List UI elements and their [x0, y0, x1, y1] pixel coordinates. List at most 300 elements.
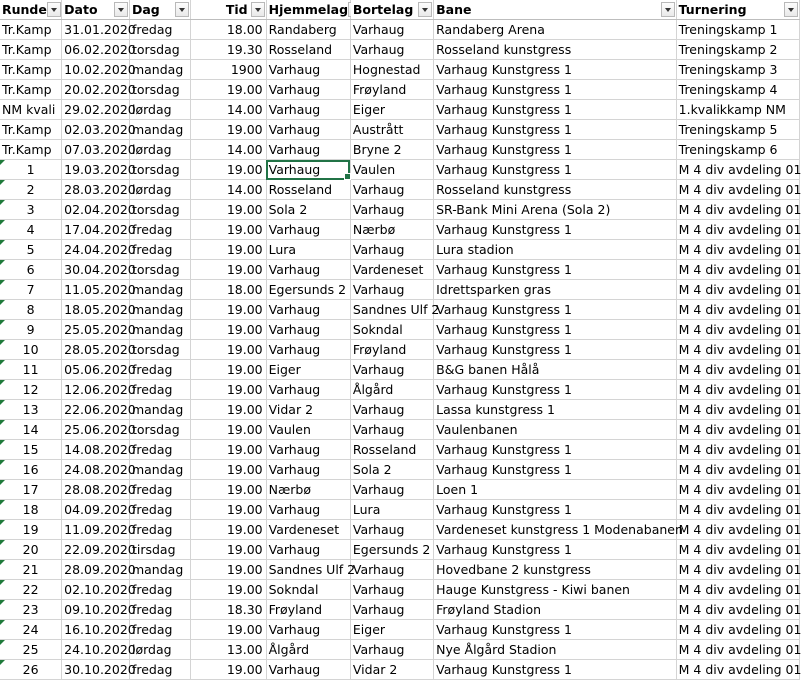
cell-hjemmelag[interactable]: Egersunds 2: [266, 280, 350, 300]
cell-tid[interactable]: 19.00: [190, 80, 266, 100]
cell-dag[interactable]: fredag: [129, 580, 190, 600]
cell-dato[interactable]: 24.04.2020: [62, 240, 130, 260]
cell-runde[interactable]: 15: [0, 440, 62, 460]
cell-tid[interactable]: 19.30: [190, 40, 266, 60]
cell-dag[interactable]: torsdag: [129, 200, 190, 220]
cell-bane[interactable]: Varhaug Kunstgress 1: [434, 500, 677, 520]
cell-turnering[interactable]: M 4 div avdeling 01: [676, 320, 799, 340]
cell-dato[interactable]: 14.08.2020: [62, 440, 130, 460]
cell-dato[interactable]: 11.05.2020: [62, 280, 130, 300]
error-indicator-icon: [0, 580, 5, 585]
cell-runde[interactable]: 12: [0, 380, 62, 400]
cell-tid[interactable]: 18.00: [190, 20, 266, 40]
filter-dropdown-icon[interactable]: [661, 2, 675, 17]
cell-hjemmelag[interactable]: Varhaug: [266, 160, 350, 180]
cell-hjemmelag[interactable]: Nærbø: [266, 480, 350, 500]
cell-turnering[interactable]: M 4 div avdeling 01: [676, 460, 799, 480]
cell-tid[interactable]: 19.00: [190, 520, 266, 540]
cell-dag[interactable]: torsdag: [129, 40, 190, 60]
table-row: [0, 520, 800, 540]
cell-dag[interactable]: fredag: [129, 520, 190, 540]
cell-tid[interactable]: 19.00: [190, 540, 266, 560]
cell-dato[interactable]: 11.09.2020: [62, 520, 130, 540]
cell-runde[interactable]: Tr.Kamp: [0, 120, 62, 140]
header-cell-bortelag[interactable]: [350, 0, 433, 20]
cell-tid[interactable]: 19.00: [190, 480, 266, 500]
cell-dag[interactable]: fredag: [129, 660, 190, 680]
cell-turnering[interactable]: Treningskamp 5: [676, 120, 799, 140]
cell-turnering[interactable]: Treningskamp 1: [676, 20, 799, 40]
cell-runde[interactable]: Tr.Kamp: [0, 20, 62, 40]
filter-dropdown-icon[interactable]: [251, 2, 265, 17]
filter-dropdown-icon[interactable]: [175, 2, 189, 17]
cell-runde[interactable]: 11: [0, 360, 62, 380]
cell-bortelag[interactable]: Sandnes Ulf 2: [350, 300, 433, 320]
cell-tid[interactable]: 19.00: [190, 440, 266, 460]
cell-bane[interactable]: B&G banen Hålå: [434, 360, 677, 380]
cell-hjemmelag[interactable]: Sandnes Ulf 2: [266, 560, 350, 580]
cell-dato[interactable]: 04.09.2020: [62, 500, 130, 520]
cell-bortelag[interactable]: Rosseland: [350, 440, 433, 460]
cell-runde[interactable]: Tr.Kamp: [0, 60, 62, 80]
cell-bane[interactable]: Varhaug Kunstgress 1: [434, 80, 677, 100]
cell-hjemmelag[interactable]: Varhaug: [266, 60, 350, 80]
cell-dato[interactable]: 18.05.2020: [62, 300, 130, 320]
cell-turnering[interactable]: M 4 div avdeling 01: [676, 160, 799, 180]
table-row: [0, 100, 800, 120]
header-label: Tid: [225, 2, 248, 17]
cell-bane[interactable]: Varhaug Kunstgress 1: [434, 340, 677, 360]
cell-runde[interactable]: 6: [0, 260, 62, 280]
cell-bortelag[interactable]: Hognestad: [350, 60, 433, 80]
cell-bortelag[interactable]: Varhaug: [350, 240, 433, 260]
cell-turnering[interactable]: M 4 div avdeling 01: [676, 260, 799, 280]
cell-bane[interactable]: Varhaug Kunstgress 1: [434, 440, 677, 460]
cell-turnering[interactable]: M 4 div avdeling 01: [676, 280, 799, 300]
cell-dato[interactable]: 30.10.2020: [62, 660, 130, 680]
cell-turnering[interactable]: Treningskamp 6: [676, 140, 799, 160]
cell-bortelag[interactable]: Varhaug: [350, 480, 433, 500]
cell-hjemmelag[interactable]: Varhaug: [266, 440, 350, 460]
cell-bane[interactable]: Varhaug Kunstgress 1: [434, 140, 677, 160]
cell-bortelag[interactable]: Frøyland: [350, 80, 433, 100]
cell-dato[interactable]: 20.02.2020: [62, 80, 130, 100]
cell-hjemmelag[interactable]: Varhaug: [266, 120, 350, 140]
cell-hjemmelag[interactable]: Vaulen: [266, 420, 350, 440]
error-indicator-icon: [0, 440, 5, 445]
cell-runde[interactable]: 24: [0, 620, 62, 640]
cell-runde[interactable]: 22: [0, 580, 62, 600]
cell-hjemmelag[interactable]: Frøyland: [266, 600, 350, 620]
cell-dato[interactable]: 02.03.2020: [62, 120, 130, 140]
cell-hjemmelag[interactable]: Varhaug: [266, 340, 350, 360]
cell-runde[interactable]: 17: [0, 480, 62, 500]
cell-runde[interactable]: 2: [0, 180, 62, 200]
cell-dag[interactable]: torsdag: [129, 80, 190, 100]
cell-dag[interactable]: fredag: [129, 620, 190, 640]
table-row: [0, 340, 800, 360]
cell-tid[interactable]: 19.00: [190, 240, 266, 260]
cell-turnering[interactable]: M 4 div avdeling 01: [676, 660, 799, 680]
cell-runde[interactable]: 8: [0, 300, 62, 320]
cell-runde[interactable]: 23: [0, 600, 62, 620]
cell-bortelag[interactable]: Bryne 2: [350, 140, 433, 160]
cell-bortelag[interactable]: Varhaug: [350, 40, 433, 60]
cell-bane[interactable]: Lura stadion: [434, 240, 677, 260]
cell-dag[interactable]: fredag: [129, 360, 190, 380]
cell-turnering[interactable]: M 4 div avdeling 01: [676, 480, 799, 500]
cell-bortelag[interactable]: Vaulen: [350, 160, 433, 180]
cell-turnering[interactable]: Treningskamp 2: [676, 40, 799, 60]
cell-tid[interactable]: 19.00: [190, 500, 266, 520]
cell-turnering[interactable]: M 4 div avdeling 01: [676, 220, 799, 240]
cell-dag[interactable]: mandag: [129, 300, 190, 320]
cell-tid[interactable]: 19.00: [190, 420, 266, 440]
cell-runde[interactable]: Tr.Kamp: [0, 140, 62, 160]
cell-hjemmelag[interactable]: Varhaug: [266, 320, 350, 340]
cell-dato[interactable]: 31.01.2020: [62, 20, 130, 40]
cell-bortelag[interactable]: Nærbø: [350, 220, 433, 240]
cell-dato[interactable]: 28.09.2020: [62, 560, 130, 580]
cell-dag[interactable]: torsdag: [129, 160, 190, 180]
error-indicator-icon: [0, 500, 5, 505]
cell-dato[interactable]: 19.03.2020: [62, 160, 130, 180]
cell-turnering[interactable]: M 4 div avdeling 01: [676, 420, 799, 440]
cell-bortelag[interactable]: Varhaug: [350, 600, 433, 620]
cell-hjemmelag[interactable]: Sola 2: [266, 200, 350, 220]
cell-dato[interactable]: 17.04.2020: [62, 220, 130, 240]
table-row: [0, 480, 800, 500]
cell-turnering[interactable]: 1.kvalikkamp NM: [676, 100, 799, 120]
cell-dato[interactable]: 06.02.2020: [62, 40, 130, 60]
cell-bane[interactable]: Varhaug Kunstgress 1: [434, 320, 677, 340]
cell-bane[interactable]: Varhaug Kunstgress 1: [434, 300, 677, 320]
cell-turnering[interactable]: M 4 div avdeling 01: [676, 500, 799, 520]
filter-dropdown-icon[interactable]: [784, 2, 798, 17]
cell-tid[interactable]: 18.30: [190, 600, 266, 620]
cell-hjemmelag[interactable]: Varhaug: [266, 260, 350, 280]
cell-runde[interactable]: 4: [0, 220, 62, 240]
cell-hjemmelag[interactable]: Varhaug: [266, 300, 350, 320]
cell-hjemmelag[interactable]: Lura: [266, 240, 350, 260]
cell-hjemmelag[interactable]: Eiger: [266, 360, 350, 380]
cell-runde[interactable]: 3: [0, 200, 62, 220]
cell-turnering[interactable]: M 4 div avdeling 01: [676, 600, 799, 620]
cell-bane[interactable]: Varhaug Kunstgress 1: [434, 540, 677, 560]
cell-tid[interactable]: 19.00: [190, 120, 266, 140]
cell-bortelag[interactable]: Eiger: [350, 620, 433, 640]
cell-dato[interactable]: 30.04.2020: [62, 260, 130, 280]
cell-hjemmelag[interactable]: Ålgård: [266, 640, 350, 660]
cell-bane[interactable]: Rosseland kunstgress: [434, 40, 677, 60]
cell-dato[interactable]: 05.06.2020: [62, 360, 130, 380]
cell-tid[interactable]: 18.00: [190, 280, 266, 300]
cell-hjemmelag[interactable]: Vardeneset: [266, 520, 350, 540]
header-label: Turnering: [678, 2, 747, 17]
cell-runde[interactable]: 18: [0, 500, 62, 520]
cell-hjemmelag[interactable]: Randaberg: [266, 20, 350, 40]
cell-tid[interactable]: 19.00: [190, 220, 266, 240]
cell-hjemmelag[interactable]: Varhaug: [266, 460, 350, 480]
cell-turnering[interactable]: Treningskamp 4: [676, 80, 799, 100]
cell-tid[interactable]: 19.00: [190, 260, 266, 280]
error-indicator-icon: [0, 520, 5, 525]
cell-tid[interactable]: 14.00: [190, 140, 266, 160]
cell-runde[interactable]: NM kvali: [0, 100, 62, 120]
table-row: [0, 420, 800, 440]
cell-tid[interactable]: 19.00: [190, 320, 266, 340]
cell-bortelag[interactable]: Austrått: [350, 120, 433, 140]
cell-bane[interactable]: SR-Bank Mini Arena (Sola 2): [434, 200, 677, 220]
cell-tid[interactable]: 19.00: [190, 380, 266, 400]
cell-bane[interactable]: Vaulenbanen: [434, 420, 677, 440]
cell-dag[interactable]: fredag: [129, 380, 190, 400]
cell-runde[interactable]: 5: [0, 240, 62, 260]
cell-dag[interactable]: lørdag: [129, 180, 190, 200]
cell-dag[interactable]: fredag: [129, 440, 190, 460]
cell-turnering[interactable]: M 4 div avdeling 01: [676, 440, 799, 460]
cell-dag[interactable]: mandag: [129, 60, 190, 80]
cell-tid[interactable]: 19.00: [190, 340, 266, 360]
cell-hjemmelag[interactable]: Varhaug: [266, 140, 350, 160]
header-cell-hjemmelag[interactable]: [266, 0, 350, 20]
error-indicator-icon: [0, 640, 5, 645]
cell-runde[interactable]: 10: [0, 340, 62, 360]
cell-tid[interactable]: 19.00: [190, 660, 266, 680]
cell-bortelag[interactable]: Eiger: [350, 100, 433, 120]
cell-dag[interactable]: torsdag: [129, 420, 190, 440]
table-row: [0, 640, 800, 660]
cell-runde[interactable]: 14: [0, 420, 62, 440]
cell-hjemmelag[interactable]: Varhaug: [266, 620, 350, 640]
cell-turnering[interactable]: M 4 div avdeling 01: [676, 620, 799, 640]
cell-dato[interactable]: 16.10.2020: [62, 620, 130, 640]
cell-runde[interactable]: 25: [0, 640, 62, 660]
cell-dag[interactable]: torsdag: [129, 260, 190, 280]
cell-bane[interactable]: Varhaug Kunstgress 1: [434, 120, 677, 140]
cell-bane[interactable]: Nye Ålgård Stadion: [434, 640, 677, 660]
cell-bane[interactable]: Loen 1: [434, 480, 677, 500]
cell-turnering[interactable]: M 4 div avdeling 01: [676, 560, 799, 580]
cell-runde[interactable]: 21: [0, 560, 62, 580]
cell-turnering[interactable]: M 4 div avdeling 01: [676, 520, 799, 540]
cell-dato[interactable]: 24.10.2020: [62, 640, 130, 660]
cell-bane[interactable]: Varhaug Kunstgress 1: [434, 260, 677, 280]
cell-turnering[interactable]: M 4 div avdeling 01: [676, 640, 799, 660]
cell-tid[interactable]: 19.00: [190, 300, 266, 320]
table-row: [0, 400, 800, 420]
cell-dato[interactable]: 02.10.2020: [62, 580, 130, 600]
cell-dato[interactable]: 22.09.2020: [62, 540, 130, 560]
table-row: [0, 40, 800, 60]
cell-bortelag[interactable]: Lura: [350, 500, 433, 520]
cell-hjemmelag[interactable]: Rosseland: [266, 180, 350, 200]
cell-turnering[interactable]: M 4 div avdeling 01: [676, 340, 799, 360]
cell-dag[interactable]: fredag: [129, 220, 190, 240]
cell-bane[interactable]: Varhaug Kunstgress 1: [434, 380, 677, 400]
cell-dato[interactable]: 28.03.2020: [62, 180, 130, 200]
cell-turnering[interactable]: M 4 div avdeling 01: [676, 180, 799, 200]
cell-hjemmelag[interactable]: Varhaug: [266, 80, 350, 100]
cell-tid[interactable]: 19.00: [190, 360, 266, 380]
cell-turnering[interactable]: Treningskamp 3: [676, 60, 799, 80]
header-cell-tid[interactable]: [190, 0, 266, 20]
cell-bortelag[interactable]: Varhaug: [350, 180, 433, 200]
header-cell-bane[interactable]: [434, 0, 677, 20]
header-cell-runde[interactable]: [0, 0, 62, 20]
cell-tid[interactable]: 13.00: [190, 640, 266, 660]
cell-tid[interactable]: 19.00: [190, 560, 266, 580]
cell-bane[interactable]: Frøyland Stadion: [434, 600, 677, 620]
cell-bane[interactable]: Varhaug Kunstgress 1: [434, 60, 677, 80]
cell-runde[interactable]: 16: [0, 460, 62, 480]
filter-dropdown-icon[interactable]: [418, 2, 432, 17]
cell-bane[interactable]: Varhaug Kunstgress 1: [434, 620, 677, 640]
cell-dato[interactable]: 25.06.2020: [62, 420, 130, 440]
cell-dato[interactable]: 07.03.2020: [62, 140, 130, 160]
header-cell-dag[interactable]: [129, 0, 190, 20]
cell-turnering[interactable]: M 4 div avdeling 01: [676, 300, 799, 320]
cell-runde[interactable]: 9: [0, 320, 62, 340]
cell-bane[interactable]: Lassa kunstgress 1: [434, 400, 677, 420]
cell-hjemmelag[interactable]: Sokndal: [266, 580, 350, 600]
filter-dropdown-icon[interactable]: [47, 2, 61, 17]
table-row: [0, 600, 800, 620]
cell-bortelag[interactable]: Varhaug: [350, 200, 433, 220]
cell-turnering[interactable]: M 4 div avdeling 01: [676, 360, 799, 380]
cell-runde[interactable]: Tr.Kamp: [0, 40, 62, 60]
cell-bane[interactable]: Varhaug Kunstgress 1: [434, 460, 677, 480]
error-indicator-icon: [0, 460, 5, 465]
cell-dato[interactable]: 02.04.2020: [62, 200, 130, 220]
cell-bortelag[interactable]: Vidar 2: [350, 660, 433, 680]
cell-bortelag[interactable]: Varhaug: [350, 20, 433, 40]
cell-dag[interactable]: tirsdag: [129, 540, 190, 560]
cell-dag[interactable]: fredag: [129, 480, 190, 500]
error-indicator-icon: [0, 220, 5, 225]
cell-bane[interactable]: Varhaug Kunstgress 1: [434, 160, 677, 180]
cell-bortelag[interactable]: Varhaug: [350, 280, 433, 300]
cell-bortelag[interactable]: Sola 2: [350, 460, 433, 480]
cell-turnering[interactable]: M 4 div avdeling 01: [676, 400, 799, 420]
cell-bane[interactable]: Hauge Kunstgress - Kiwi banen: [434, 580, 677, 600]
cell-dag[interactable]: lørdag: [129, 100, 190, 120]
cell-bortelag[interactable]: Varhaug: [350, 580, 433, 600]
cell-dag[interactable]: fredag: [129, 20, 190, 40]
cell-dato[interactable]: 28.08.2020: [62, 480, 130, 500]
cell-dag[interactable]: fredag: [129, 600, 190, 620]
cell-tid[interactable]: 19.00: [190, 460, 266, 480]
cell-tid[interactable]: 19.00: [190, 200, 266, 220]
cell-dag[interactable]: fredag: [129, 500, 190, 520]
cell-turnering[interactable]: M 4 div avdeling 01: [676, 580, 799, 600]
cell-dag[interactable]: torsdag: [129, 340, 190, 360]
cell-runde[interactable]: 19: [0, 520, 62, 540]
cell-bane[interactable]: Idrettsparken gras: [434, 280, 677, 300]
cell-bortelag[interactable]: Varhaug: [350, 640, 433, 660]
cell-dag[interactable]: mandag: [129, 120, 190, 140]
cell-dato[interactable]: 29.02.2020: [62, 100, 130, 120]
cell-dag[interactable]: mandag: [129, 460, 190, 480]
cell-dag[interactable]: lørdag: [129, 640, 190, 660]
cell-dato[interactable]: 09.10.2020: [62, 600, 130, 620]
cell-bortelag[interactable]: Varhaug: [350, 520, 433, 540]
cell-bortelag[interactable]: Egersunds 2: [350, 540, 433, 560]
filter-dropdown-icon[interactable]: [114, 2, 128, 17]
cell-turnering[interactable]: M 4 div avdeling 01: [676, 240, 799, 260]
cell-bane[interactable]: Randaberg Arena: [434, 20, 677, 40]
cell-dato[interactable]: 22.06.2020: [62, 400, 130, 420]
cell-runde[interactable]: 1: [0, 160, 62, 180]
cell-hjemmelag[interactable]: Vidar 2: [266, 400, 350, 420]
cell-bortelag[interactable]: Sokndal: [350, 320, 433, 340]
cell-dag[interactable]: fredag: [129, 240, 190, 260]
error-indicator-icon: [0, 300, 5, 305]
cell-hjemmelag[interactable]: Varhaug: [266, 220, 350, 240]
cell-hjemmelag[interactable]: Varhaug: [266, 380, 350, 400]
error-indicator-icon: [0, 400, 5, 405]
cell-hjemmelag[interactable]: Varhaug: [266, 660, 350, 680]
cell-bortelag[interactable]: Ålgård: [350, 380, 433, 400]
cell-bane[interactable]: Varhaug Kunstgress 1: [434, 660, 677, 680]
cell-dato[interactable]: 24.08.2020: [62, 460, 130, 480]
cell-runde[interactable]: 13: [0, 400, 62, 420]
header-cell-dato[interactable]: [62, 0, 130, 20]
cell-runde[interactable]: Tr.Kamp: [0, 80, 62, 100]
cell-runde[interactable]: 7: [0, 280, 62, 300]
cell-runde[interactable]: 20: [0, 540, 62, 560]
cell-dag[interactable]: mandag: [129, 400, 190, 420]
cell-bane[interactable]: Vardeneset kunstgress 1 Modenabanen: [434, 520, 677, 540]
cell-tid[interactable]: 19.00: [190, 400, 266, 420]
cell-bortelag[interactable]: Vardeneset: [350, 260, 433, 280]
cell-hjemmelag[interactable]: Rosseland: [266, 40, 350, 60]
cell-bane[interactable]: Varhaug Kunstgress 1: [434, 220, 677, 240]
cell-dag[interactable]: mandag: [129, 560, 190, 580]
cell-bane[interactable]: Rosseland kunstgress: [434, 180, 677, 200]
cell-tid[interactable]: 1900: [190, 60, 266, 80]
cell-bortelag[interactable]: Varhaug: [350, 560, 433, 580]
cell-dag[interactable]: mandag: [129, 280, 190, 300]
cell-turnering[interactable]: M 4 div avdeling 01: [676, 540, 799, 560]
cell-tid[interactable]: 19.00: [190, 620, 266, 640]
cell-bane[interactable]: Hovedbane 2 kunstgress: [434, 560, 677, 580]
cell-tid[interactable]: 19.00: [190, 580, 266, 600]
cell-turnering[interactable]: M 4 div avdeling 01: [676, 200, 799, 220]
cell-bortelag[interactable]: Varhaug: [350, 360, 433, 380]
cell-dato[interactable]: 25.05.2020: [62, 320, 130, 340]
cell-turnering[interactable]: M 4 div avdeling 01: [676, 380, 799, 400]
cell-hjemmelag[interactable]: Varhaug: [266, 100, 350, 120]
cell-dag[interactable]: lørdag: [129, 140, 190, 160]
cell-dato[interactable]: 10.02.2020: [62, 60, 130, 80]
cell-dag[interactable]: mandag: [129, 320, 190, 340]
cell-dato[interactable]: 12.06.2020: [62, 380, 130, 400]
cell-tid[interactable]: 19.00: [190, 160, 266, 180]
error-indicator-icon: [0, 260, 5, 265]
cell-bortelag[interactable]: Frøyland: [350, 340, 433, 360]
cell-bortelag[interactable]: Varhaug: [350, 420, 433, 440]
cell-bortelag[interactable]: Varhaug: [350, 400, 433, 420]
cell-hjemmelag[interactable]: Varhaug: [266, 540, 350, 560]
cell-dato[interactable]: 28.05.2020: [62, 340, 130, 360]
header-cell-turnering[interactable]: [676, 0, 799, 20]
cell-tid[interactable]: 14.00: [190, 100, 266, 120]
cell-runde[interactable]: 26: [0, 660, 62, 680]
cell-tid[interactable]: 14.00: [190, 180, 266, 200]
cell-hjemmelag[interactable]: Varhaug: [266, 500, 350, 520]
cell-bane[interactable]: Varhaug Kunstgress 1: [434, 100, 677, 120]
